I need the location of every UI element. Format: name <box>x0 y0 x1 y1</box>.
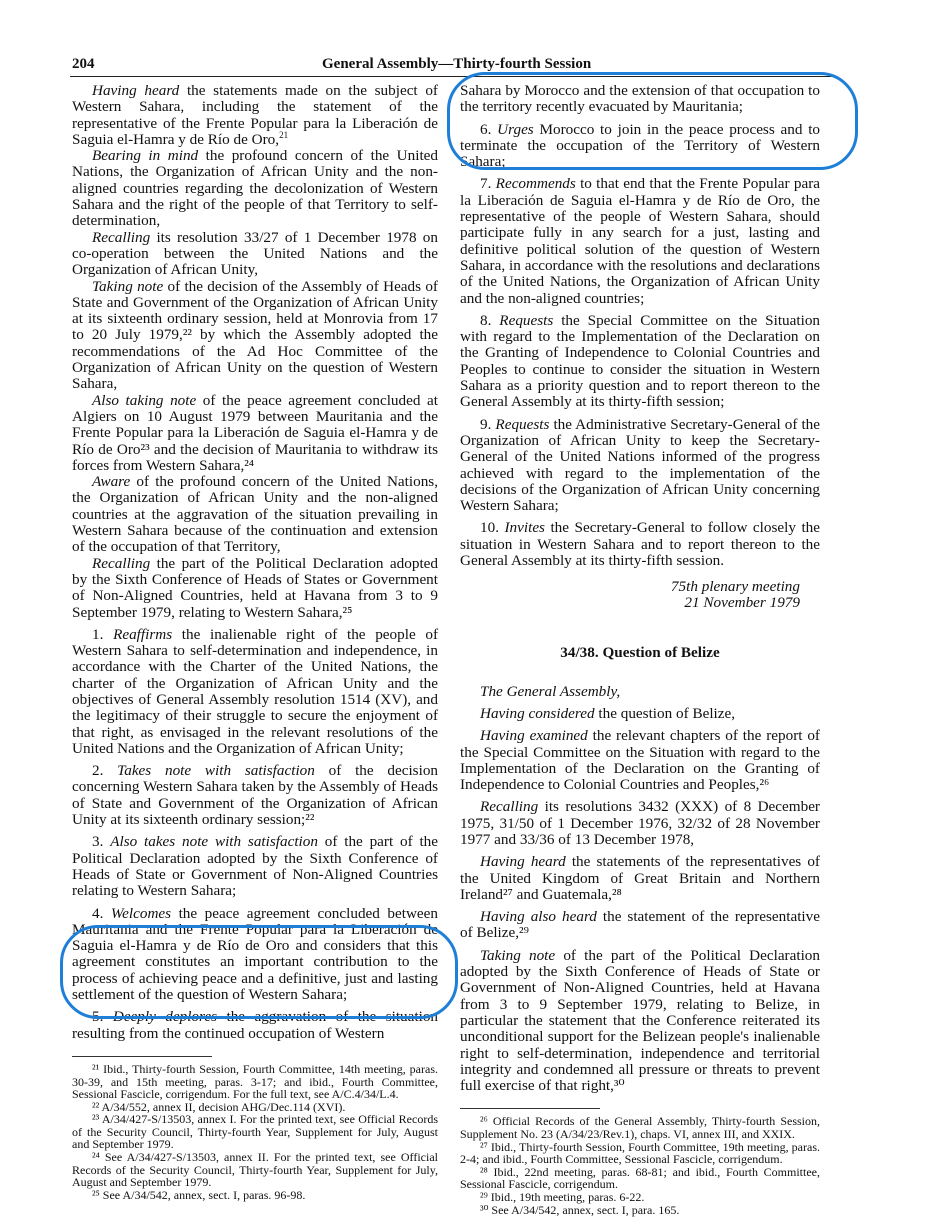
paragraph-text: Morocco to join in the peace process and to terminate the occupation of the Territory of Western Sahara; <box>460 120 821 171</box>
paragraph <box>72 279 438 393</box>
paragraph-lead: Requests <box>499 311 554 329</box>
paragraph-number: 2. <box>92 762 118 780</box>
paragraph-lead: Recommends <box>495 175 576 193</box>
paragraph <box>72 474 438 555</box>
paragraph-text: the Administrative Secretary-General of the Organization of African Unity to keep the Secretary-General of the United Nations informed of the progress achieved with regard to the implementation of the decisions of the Organization of African Unity concerning Western Sahara; <box>460 415 821 515</box>
footnote: ²⁵ See A/34/542, annex, sect. I, paras. 96-98. <box>92 1187 306 1202</box>
paragraph-text: the profound concern of the United Nations, the Organization of African Unity and the non-aligned countries regarding the decolonization of Western Sahara and the right of the people of that Territory to self-determination, <box>72 147 438 230</box>
paragraph-text: the statement of the representative of Belize,²⁹ <box>460 908 820 942</box>
page-number: 204 <box>72 56 95 72</box>
paragraph-lead: Recalling <box>92 228 151 246</box>
footnote: ²⁹ Ibid., 19th meeting, paras. 6-22. <box>480 1190 645 1204</box>
footnote: ²⁴ See A/34/427-S/13503, annex II. For the printed text, see Official Records of the Security Council, Thirty-fourth Year, Supplement for July, August and September 1979. <box>72 1150 438 1190</box>
paragraph-text: the part of the Political Declaration adopted by the Sixth Conference of Heads of States or Government of Non-Aligned Countries, held at Havana from 3 to 9 September 1979, relating to Western Sahara,²⁵ <box>72 554 438 621</box>
footnote: ²⁶ Official Records of the General Assembly, Thirty-fourth Session, Supplement No. 23 (A/34/23/Rev.1), chaps. VI, annex III, and XXIX. <box>460 1114 820 1142</box>
paragraph-lead: Welcomes <box>110 904 172 922</box>
paragraph <box>72 556 438 621</box>
footnote: ²³ A/34/427-S/13503, annex I. For the printed text, see Official Records of the Security Council, Thirty-fourth Year, Supplement for July, August and September 1979. <box>72 1112 438 1152</box>
paragraph-number: 7. <box>480 175 496 193</box>
paragraph <box>72 834 438 899</box>
paragraph-lead: Requests <box>495 415 550 433</box>
footnote-divider <box>72 1056 212 1057</box>
paragraph <box>72 230 438 279</box>
footnote: ²² A/34/552, annex II, decision AHG/Dec.114 (XVI). <box>92 1099 346 1114</box>
meeting-date: 21 November 1979 <box>684 594 800 612</box>
paragraph-lead: Taking note <box>92 277 164 295</box>
footnote-ref: 21 <box>279 129 289 140</box>
paragraph-lead: Also takes note with satisfaction <box>110 833 318 851</box>
footnote-divider <box>460 1108 600 1109</box>
paragraph-lead: The General Assembly, <box>480 682 621 700</box>
paragraph-lead: Having heard <box>480 853 566 871</box>
paragraph-lead: Having heard <box>92 82 180 99</box>
paragraph-text: the statements made on the subject of Western Sahara, including the statement of the representative of the Frente Popular para la Liberación de Saguia el-Hamra y de Río de Oro, <box>72 82 438 148</box>
paragraph-text: of the peace agreement concluded at Algiers on 10 August 1979 between Mauritania and the Frente Popular para la Liberación de Saguia el-Hamra y de Río de Oro²³ and the decision of Mauritania to withdraw its forces from Western Sahara,²⁴ <box>72 391 438 474</box>
paragraph <box>460 176 820 306</box>
paragraph-lead: Also taking note <box>92 391 197 409</box>
paragraph-number: 5. <box>92 1008 113 1026</box>
paragraph <box>460 728 820 793</box>
paragraph-text: its resolutions 3432 (XXX) of 8 December 1975, 31/50 of 1 December 1976, 32/32 of 28 November 1977 and 33/36 of 13 December 1978, <box>460 798 820 848</box>
footnote: ²⁸ Ibid., 22nd meeting, paras. 68-81; and ibid., Fourth Committee, Sessional Fascicle, corrigendum. <box>460 1164 820 1192</box>
paragraph-number: 9. <box>480 415 496 433</box>
paragraph-text: the peace agreement concluded between Mauritania and the Frente Popular para la Liberación de Saguia el-Hamra y de Río de Oro and considers that this agreement constitutes an important contribution to the process of achieving peace and a definitive, just and lasting settlement of the question of Western Sahara; <box>72 904 438 1004</box>
paragraph-text: to that end that the Frente Popular para la Liberación de Saguia el-Hamra y de Río de Oro, the representative of the people of Western Sahara, should participate fully in any search for a just, lasting and definitive political solution of the question of Western Sahara, in accordance with the resolutions and declarations of the United Nations, the Organization of African Unity and the non-aligned countries; <box>460 175 821 307</box>
paragraph-text: the question of Belize, <box>594 704 736 722</box>
footnote: ²¹ Ibid., Thirty-fourth Session, Fourth Committee, 14th meeting, paras. 30-39, and 15th meeting, paras. 3-17; and ibid., Fourth Committee, Sessional Fascicle, corrigendum. For the full text, see A/C.4/34/L.4. <box>72 1061 438 1102</box>
paragraph-text: the relevant chapters of the report of the Special Committee on the Situation with regard to the Implementation of the Declaration on the Granting of Independence to Colonial Countries and Peoples,²⁶ <box>460 727 820 794</box>
paragraph-number: 4. <box>92 904 111 922</box>
footnote: ²⁷ Ibid., Thirty-fourth Session, Fourth Committee, 19th meeting, paras. 2-4; and ibid., Fourth Committee, Sessional Fascicle, corrigendum. <box>460 1139 820 1167</box>
paragraph <box>460 520 820 569</box>
paragraph-lead: Taking note <box>480 946 556 964</box>
paragraph-text: of the part of the Political Declaration adopted by the Sixth Conference of Heads of State or Government of Non-Aligned Countries, held at Havana from 3 to 9 September 1979, relating to Belize, in particular the statement that the Conference reiterated its unconditional support for the Belizean people's inalienable right to self-determination, independence and territorial integrity and condemned all pressure or threats to prevent full exercise of that right,³⁰ <box>460 946 820 1095</box>
paragraph <box>460 313 820 411</box>
paragraph <box>460 948 820 1095</box>
paragraph-text: the Secretary-General to follow closely the situation in Western Sahara and to report thereon to the General Assembly at its thirty-fifth session. <box>460 519 820 570</box>
paragraph-lead: Recalling <box>92 554 151 572</box>
paragraph-number: 10. <box>480 519 505 537</box>
right-paragraphs <box>460 122 820 570</box>
paragraph-lead: Invites <box>504 519 545 537</box>
annotation-circle-top <box>447 72 858 170</box>
paragraph <box>72 148 438 229</box>
paragraph-lead: Having examined <box>480 727 588 745</box>
paragraph-text: of the profound concern of the United Nations, the Organization of African Unity and the non-aligned countries at the aggravation of the situation prevailing in Western Sahara because of the continuation and extension of the occupation of that Territory, <box>72 473 438 556</box>
paragraph <box>460 909 820 942</box>
paragraph-number: 6. <box>480 120 498 138</box>
paragraph-text: the aggravation of the situation resulting from the continued occupation of Western <box>72 1008 439 1042</box>
paragraph-text: the inalienable right of the people of Western Sahara to self-determination and independence, in accordance with the Charter of the United Nations, the charter of the Organization of African Unity and the objectives of General Assembly resolution 1514 (XV), and the legitimacy of their struggle to secure the enjoyment of that right, as envisaged in the relevant resolutions of the United Nations and the Organization of African Unity; <box>72 625 439 757</box>
paragraph <box>72 393 438 474</box>
paragraph <box>460 799 820 848</box>
meeting-signature <box>460 579 800 611</box>
right-column <box>460 83 820 1216</box>
paragraph-text: of the part of the Political Declaration adopted by the Sixth Conference of Heads of State or Government of Non-Aligned Countries relating to Western Sahara; <box>72 833 438 900</box>
paragraph-lead: Urges <box>497 120 534 138</box>
paragraph-number: 3. <box>92 833 111 851</box>
paragraph-lead: Having also heard <box>480 908 597 926</box>
paragraph-lead: Takes note with satisfaction <box>117 762 315 780</box>
paragraph <box>72 627 438 757</box>
left-paragraphs <box>72 83 438 1042</box>
paragraph-number: 1. <box>92 625 114 643</box>
paragraph-number: 8. <box>480 311 500 329</box>
paragraph-text: the statements of the representatives of the United Kingdom of Great Britain and Northern Ireland²⁷ and Guatemala,²⁸ <box>460 853 820 903</box>
paragraph <box>460 854 820 903</box>
belize-paragraphs <box>460 684 820 1095</box>
paragraph <box>460 706 820 722</box>
paragraph-lead: Aware <box>92 473 131 491</box>
paragraph-text: its resolution 33/27 of 1 December 1978 on co-operation between the United Nations and the Organization of African Unity, <box>72 228 438 279</box>
running-title: General Assembly—Thirty-fourth Session <box>322 56 592 72</box>
paragraph-lead: Deeply deplores <box>112 1008 218 1026</box>
paragraph-text: the Special Committee on the Situation with regard to the Implementation of the Declaration on the Granting of Independence to Colonial Countries and Peoples to continue to consider the situation in Western Sahara as a priority question and to report thereon to the General Assembly at its thirty-fifth session; <box>460 311 821 411</box>
paragraph <box>72 763 438 828</box>
paragraph-text: of the decision of the Assembly of Heads of State and Government of the Organization of African Unity at its sixteenth ordinary session, held at Monrovia from 17 to 20 July 1979,²² by which the Assembly adopted the recommendations of the Ad Hoc Committee of the Organization of African Unity on the question of Western Sahara, <box>72 277 438 393</box>
paragraph-lead: Bearing in mind <box>92 147 199 165</box>
meeting-label: 75th plenary meeting <box>670 578 800 596</box>
footnote: ³⁰ See A/34/542, annex, sect. I, para. 165. <box>480 1202 680 1217</box>
paragraph-text: of the decision concerning Western Sahara taken by the Assembly of Heads of State and Government of the Organization of African Unity at its sixteenth ordinary session;²² <box>72 762 439 829</box>
right-footnotes <box>460 1115 820 1216</box>
annotation-circle-bottom <box>60 925 458 1019</box>
left-column <box>72 83 438 1201</box>
resolution-heading: 34/38. Question of Belize <box>560 644 720 662</box>
left-footnotes <box>72 1063 438 1202</box>
paragraph <box>460 684 820 700</box>
paragraph <box>460 417 820 515</box>
paragraph-lead: Reaffirms <box>113 625 173 643</box>
paragraph <box>72 83 438 148</box>
paragraph-lead: Recalling <box>480 798 539 816</box>
paragraph-lead: Having considered <box>480 704 595 722</box>
continuation-text: Sahara by Morocco and the extension of that occupation to the territory recently evacuated by Mauritania; <box>460 82 820 116</box>
